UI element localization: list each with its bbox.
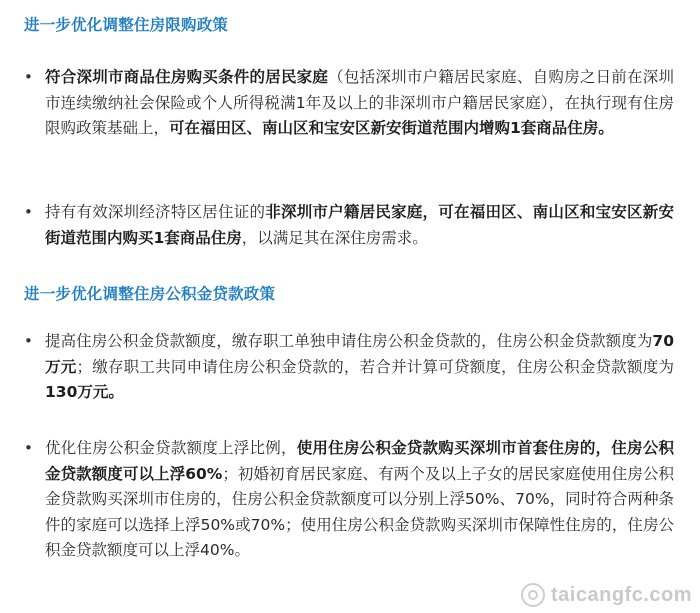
section-heading: 进一步优化调整住房限购政策 (24, 16, 229, 34)
body-text: ；缴存职工共同申请住房公积金贷款的，若合并计算可贷额度，住房公积金贷款额度为 (76, 357, 674, 376)
list-item (24, 436, 674, 564)
list-item (24, 329, 674, 406)
list-item (24, 200, 674, 251)
bold-text: 非深圳市户籍居民家庭，可在福田区、南山区和宝安区新安街道范围内购买1套商品住房 (45, 203, 674, 247)
body-text: ；初婚初育居民家庭、有两个及以上子女的居民家庭使用住房公积金贷款购买深圳市住房的，住房公积金贷款额度可以分别上浮50%、70%，同时符合两种条件的家庭可以选择上浮50%或70%；使用住房公积金贷款购买深圳市保障性住房的，住房公积金贷款额度可以上浮40%。 (45, 464, 674, 559)
watermark-text: taicangfc.com (551, 583, 692, 606)
body-text: 优化住房公积金贷款额度上浮比例， (45, 439, 297, 457)
body-text: ，以满足其在深住房需求。 (241, 228, 428, 247)
bold-text: 70万元 (45, 332, 674, 376)
bold-text: 130万元。 (45, 383, 124, 401)
bold-text: 可在福田区、南山区和宝安区新安街道范围内增购1套商品住房。 (169, 119, 614, 137)
list-item (24, 65, 674, 142)
bold-text: 符合深圳市商品住房购买条件的居民家庭 (45, 68, 329, 86)
watermark (521, 583, 692, 607)
bold-text: 使用住房公积金贷款购买深圳市首套住房的，住房公积金贷款额度可以上浮60% (45, 439, 674, 483)
taicang-logo-icon (521, 583, 545, 607)
body-text: 持有有效深圳经济特区居住证的 (45, 203, 266, 221)
bullet-icon: • (24, 68, 33, 86)
bullet-icon: • (24, 439, 33, 457)
bullet-icon: • (24, 203, 33, 221)
body-text: 提高住房公积金贷款额度，缴存职工单独申请住房公积金贷款的，住房公积金贷款额度为 (45, 332, 653, 350)
section-heading: 进一步优化调整住房公积金贷款政策 (24, 285, 276, 303)
body-text: （包括深圳市户籍居民家庭、自购房之日前在深圳市连续缴纳社会保险或个人所得税满1年及以上的非深圳市户籍居民家庭），在执行现有住房限购政策基础上， (45, 68, 674, 137)
bullet-icon: • (24, 332, 33, 350)
